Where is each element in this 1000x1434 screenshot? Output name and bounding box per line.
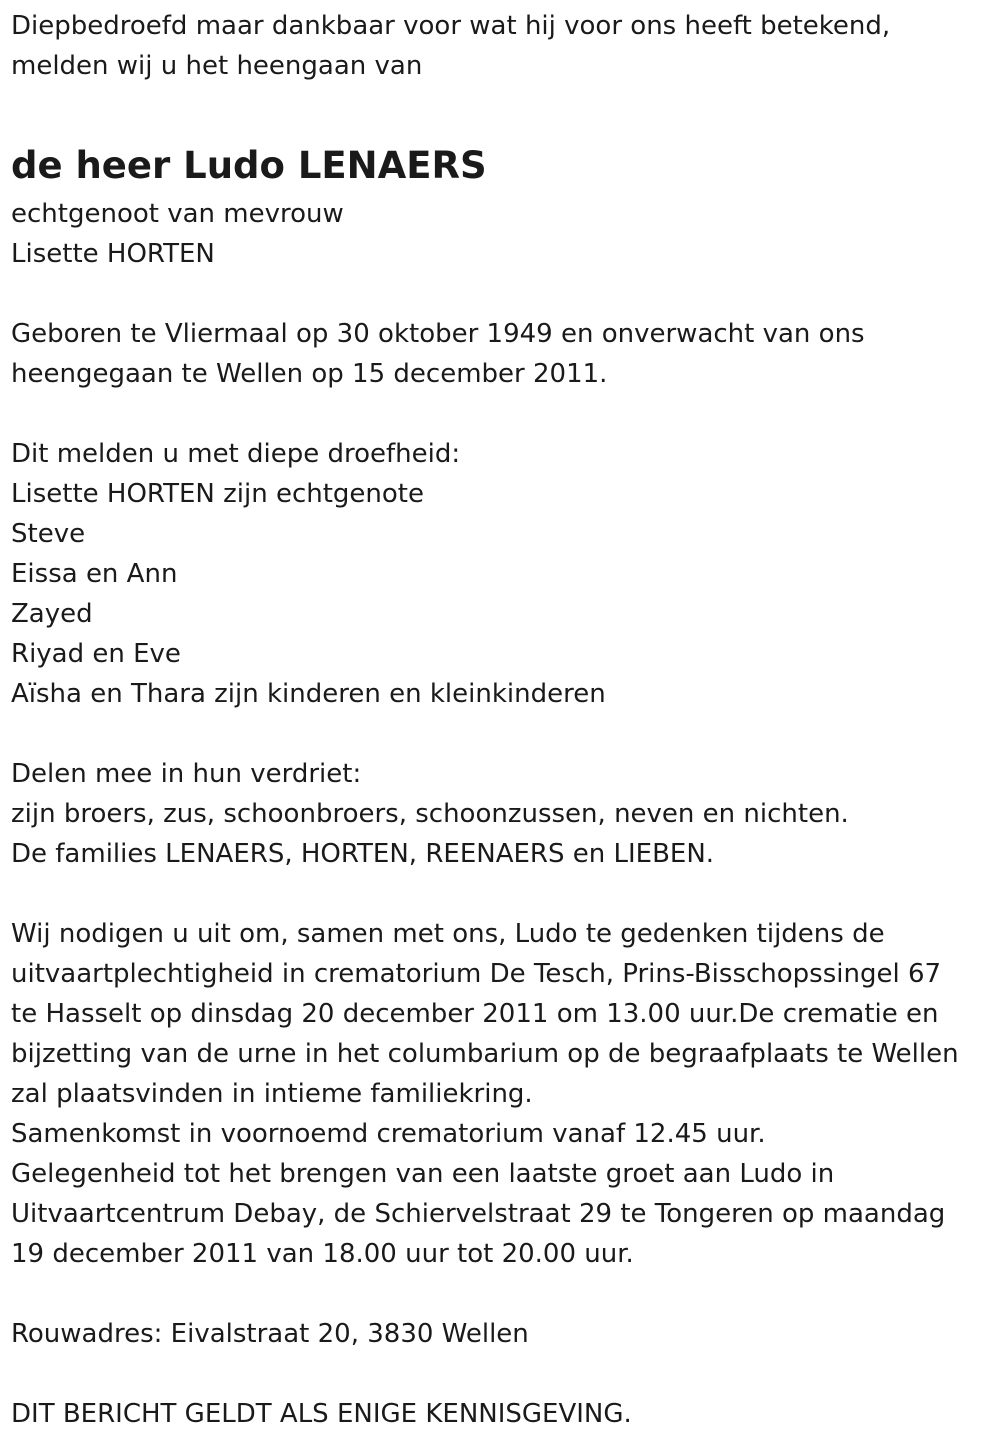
spouse-line: Lisette HORTEN xyxy=(11,239,215,269)
spacer xyxy=(11,394,990,434)
birth-death-line: Geboren te Vliermaal op 30 oktober 1949 en onverwacht van ons xyxy=(11,319,865,349)
ceremony-section xyxy=(11,914,990,1274)
spacer xyxy=(11,714,990,754)
ceremony-line: 19 december 2011 van 18.00 uur tot 20.00 uur. xyxy=(11,1239,634,1269)
ceremony-line: Samenkomst in voornoemd crematorium vanaf 12.45 uur. xyxy=(11,1119,766,1149)
ceremony-line: zal plaatsvinden in intieme familiekring. xyxy=(11,1079,533,1109)
birth-death-line: heengegaan te Wellen op 15 december 2011. xyxy=(11,359,608,389)
deceased-name: de heer Ludo LENAERS xyxy=(11,144,487,187)
intro-line: Diepbedroefd maar dankbaar voor wat hij voor ons heeft betekend, xyxy=(11,11,891,41)
ceremony-line: Gelegenheid tot het brengen van een laatste groet aan Ludo in xyxy=(11,1159,835,1189)
spouse-section xyxy=(11,194,990,274)
family-intro: Dit melden u met diepe droefheid: xyxy=(11,439,461,469)
intro-section xyxy=(11,6,990,86)
ceremony-line: Uitvaartcentrum Debay, de Schiervelstraat 29 te Tongeren op maandag xyxy=(11,1199,946,1229)
relatives-section xyxy=(11,754,990,874)
ceremony-line: uitvaartplechtigheid in crematorium De Tesch, Prins-Bisschopssingel 67 xyxy=(11,959,942,989)
spacer xyxy=(11,274,990,314)
family-member: Eissa en Ann xyxy=(11,559,178,589)
ceremony-line: bijzetting van de urne in het columbarium op de begraafplaats te Wellen xyxy=(11,1039,959,1069)
birth-death-section xyxy=(11,314,990,394)
family-member: Zayed xyxy=(11,599,93,629)
family-member: Lisette HORTEN zijn echtgenote xyxy=(11,479,424,509)
intro-line: melden wij u het heengaan van xyxy=(11,51,423,81)
ceremony-line: Wij nodigen u uit om, samen met ons, Ludo te gedenken tijdens de xyxy=(11,919,885,949)
spouse-line: echtgenoot van mevrouw xyxy=(11,199,344,229)
spacer xyxy=(11,1354,990,1394)
mourning-address: Rouwadres: Eivalstraat 20, 3830 Wellen xyxy=(11,1319,529,1349)
relatives-line: zijn broers, zus, schoonbroers, schoonzussen, neven en nichten. xyxy=(11,799,849,829)
spacer xyxy=(11,1274,990,1314)
family-member: Aïsha en Thara zijn kinderen en kleinkinderen xyxy=(11,679,606,709)
family-section xyxy=(11,434,990,714)
family-member: Steve xyxy=(11,519,86,549)
share-intro: Delen mee in hun verdriet: xyxy=(11,759,362,789)
notice-line: DIT BERICHT GELDT ALS ENIGE KENNISGEVING. xyxy=(11,1399,632,1429)
relatives-line: De families LENAERS, HORTEN, REENAERS en LIEBEN. xyxy=(11,839,715,869)
ceremony-line: te Hasselt op dinsdag 20 december 2011 om 13.00 uur.De crematie en xyxy=(11,999,939,1029)
family-member: Riyad en Eve xyxy=(11,639,181,669)
spacer xyxy=(11,874,990,914)
